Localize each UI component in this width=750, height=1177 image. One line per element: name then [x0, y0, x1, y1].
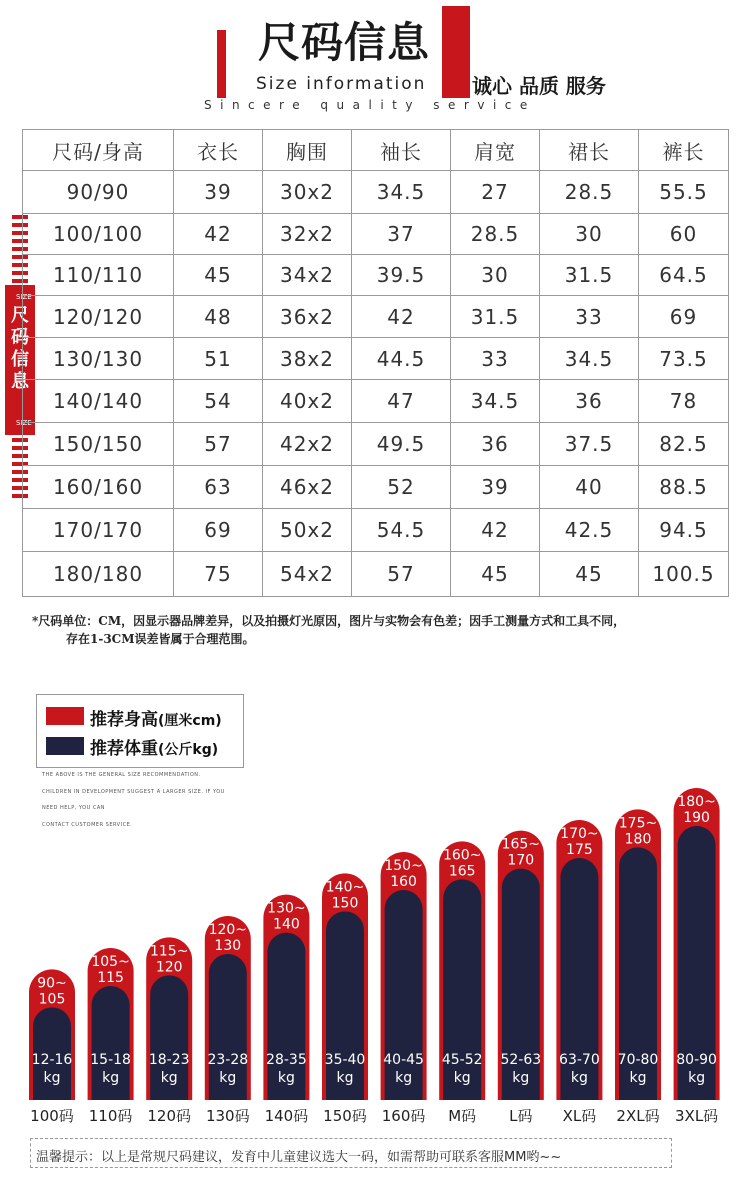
- side-tag-label: 尺码信息: [11, 305, 29, 392]
- legend-height-label: 推荐身高(厘米cm): [90, 710, 222, 730]
- size-table-cell: 82.5: [639, 423, 729, 466]
- size-table-cell: 30x2: [263, 171, 352, 214]
- header-accent-right: [442, 6, 470, 98]
- size-table-row: [23, 255, 729, 296]
- side-tag-en-top: SIZE: [16, 293, 32, 301]
- size-table-cell: 31.5: [451, 296, 540, 338]
- height-range-label: 130~ 140: [267, 900, 306, 933]
- header-accent-left: [217, 30, 226, 98]
- size-table-cell: 88.5: [639, 466, 729, 509]
- size-table-cell: 40x2: [263, 380, 352, 423]
- size-table-cell: 27: [451, 171, 540, 214]
- size-table-cell: 32x2: [263, 214, 352, 255]
- legend-weight-label: 推荐体重(公斤kg): [90, 739, 219, 759]
- size-table-cell: 45: [451, 552, 540, 597]
- side-tag-en-bottom: SIZE: [16, 419, 32, 427]
- weight-range-label: 80-90: [676, 1052, 717, 1068]
- size-table-cell: 90/90: [23, 171, 174, 214]
- size-table-cell: 42.5: [540, 509, 639, 552]
- size-table-cell: 34.5: [540, 338, 639, 380]
- legend-height-swatch: [46, 707, 84, 725]
- weight-range-label: 40-45: [383, 1052, 424, 1068]
- size-table-cell: 100/100: [23, 214, 174, 255]
- weight-range-label: 23-28: [207, 1052, 249, 1068]
- size-table-cell: 34.5: [451, 380, 540, 423]
- tagline: Sincere quality service: [204, 98, 536, 112]
- size-table-cell: 38x2: [263, 338, 352, 380]
- size-table-cell: 37.5: [540, 423, 639, 466]
- size-table-cell: 33: [540, 296, 639, 338]
- weight-unit-label: kg: [629, 1070, 647, 1086]
- size-table-cell: 54x2: [263, 552, 352, 597]
- size-table-header-cell: 裙长: [540, 130, 639, 171]
- size-table-cell: 57: [174, 423, 263, 466]
- size-table-cell: 63: [174, 466, 263, 509]
- size-table-cell: 50x2: [263, 509, 352, 552]
- height-range-label: 170~ 175: [560, 826, 599, 858]
- size-table-cell: 47: [352, 380, 451, 423]
- slogan: 诚心 品质 服务: [472, 74, 606, 98]
- size-table-cell: 51: [174, 338, 263, 380]
- size-table-row: [23, 296, 729, 338]
- size-category-label: 150码: [323, 1107, 367, 1125]
- size-table-cell: 150/150: [23, 423, 174, 466]
- size-table-cell: 48: [174, 296, 263, 338]
- size-table: [22, 129, 729, 597]
- size-table-cell: 110/110: [23, 255, 174, 296]
- size-table-row: [23, 509, 729, 552]
- size-category-label: 140码: [264, 1107, 309, 1125]
- height-range-label: 105~ 115: [91, 954, 130, 986]
- size-table-cell: 75: [174, 552, 263, 597]
- size-table-cell: 39: [174, 171, 263, 214]
- weight-range-label: 35-40: [324, 1052, 366, 1068]
- size-table-cell: 52: [352, 466, 451, 509]
- size-category-label: XL码: [562, 1107, 597, 1125]
- size-table-cell: 42: [451, 509, 540, 552]
- size-table-header-cell: 胸围: [263, 130, 352, 171]
- height-range-label: 90~ 105: [37, 975, 67, 1008]
- weight-range-label: 12-16: [31, 1052, 73, 1068]
- size-table-header-cell: 裤长: [639, 130, 729, 171]
- weight-unit-label: kg: [336, 1070, 354, 1086]
- size-table-header-cell: 尺码/身高: [23, 130, 174, 171]
- size-table-cell: 31.5: [540, 255, 639, 296]
- size-table-cell: 60: [639, 214, 729, 255]
- weight-unit-label: kg: [160, 1070, 178, 1086]
- size-table-cell: 120/120: [23, 296, 174, 338]
- size-table-row: [23, 423, 729, 466]
- size-table-cell: 64.5: [639, 255, 729, 296]
- size-category-label: 2XL码: [616, 1107, 660, 1125]
- weight-unit-label: kg: [688, 1070, 706, 1086]
- size-table-cell: 36x2: [263, 296, 352, 338]
- size-table-cell: 57: [352, 552, 451, 597]
- size-table-cell: 36: [451, 423, 540, 466]
- size-table-cell: 34x2: [263, 255, 352, 296]
- size-table-cell: 36: [540, 380, 639, 423]
- size-note-line1: *尺码单位：CM，因显示器品牌差异，以及拍摄灯光原因，图片与实物会有色差；因手工测量方式和工具不同，: [32, 614, 626, 628]
- size-table-cell: 49.5: [352, 423, 451, 466]
- legend-note-4: CONTACT CUSTOMER SERVICE.: [42, 822, 133, 828]
- height-range-label: 165~ 170: [501, 836, 541, 869]
- size-table-cell: 78: [639, 380, 729, 423]
- weight-unit-label: kg: [512, 1070, 530, 1086]
- size-note-line2: 存在1-3CM误差皆属于合理范围。: [66, 632, 255, 646]
- size-table-cell: 34.5: [352, 171, 451, 214]
- height-range-label: 150~ 160: [384, 858, 423, 890]
- size-table-cell: 28.5: [451, 214, 540, 255]
- height-range-label: 175~ 180: [618, 815, 658, 848]
- size-table-header-cell: 肩宽: [451, 130, 540, 171]
- weight-range-label: 63-70: [559, 1052, 600, 1068]
- size-table-cell: 94.5: [639, 509, 729, 552]
- page-subtitle: Size information: [256, 74, 427, 94]
- weight-unit-label: kg: [277, 1070, 295, 1086]
- weight-unit-label: kg: [395, 1070, 413, 1086]
- size-table-cell: 55.5: [639, 171, 729, 214]
- legend-note-1: THE ABOVE IS THE GENERAL SIZE RECOMMENDATION.: [42, 772, 201, 778]
- size-table-cell: 54.5: [352, 509, 451, 552]
- size-table-cell: 100.5: [639, 552, 729, 597]
- size-table-cell: 39.5: [352, 255, 451, 296]
- weight-bar: [385, 890, 423, 1100]
- weight-unit-label: kg: [570, 1070, 588, 1086]
- size-table-cell: 33: [451, 338, 540, 380]
- size-table-row: [23, 380, 729, 423]
- size-table-header: [23, 130, 729, 171]
- size-table-cell: 44.5: [352, 338, 451, 380]
- size-table-cell: 30: [451, 255, 540, 296]
- size-table-cell: 42: [174, 214, 263, 255]
- size-table-cell: 45: [540, 552, 639, 597]
- size-table-row: [23, 338, 729, 380]
- size-table-cell: 37: [352, 214, 451, 255]
- size-category-label: 130码: [205, 1107, 250, 1125]
- size-table-cell: 69: [174, 509, 263, 552]
- weight-range-label: 70-80: [617, 1052, 659, 1068]
- height-range-label: 180~ 190: [677, 794, 716, 826]
- size-table-row: [23, 466, 729, 509]
- legend-note-2: CHILDREN IN DEVELOPMENT SUGGEST A LARGER SIZE. IF YOU: [42, 789, 225, 795]
- size-recommendation-chart: [0, 770, 750, 1130]
- weight-unit-label: kg: [219, 1070, 237, 1086]
- weight-range-label: 28-35: [266, 1052, 307, 1068]
- size-table-row: [23, 552, 729, 597]
- height-range-label: 120~ 130: [208, 922, 248, 954]
- size-table-cell: 42: [352, 296, 451, 338]
- size-table-cell: 28.5: [540, 171, 639, 214]
- height-range-label: 160~ 165: [442, 847, 482, 880]
- weight-range-label: 45-52: [441, 1052, 483, 1068]
- size-category-label: L码: [509, 1107, 533, 1125]
- size-category-label: 110码: [88, 1107, 133, 1125]
- weight-unit-label: kg: [43, 1070, 61, 1086]
- size-table-header-cell: 袖长: [352, 130, 451, 171]
- size-category-label: 120码: [147, 1107, 192, 1125]
- legend-note-3: NEED HELP, YOU CAN: [42, 805, 106, 811]
- size-table-cell: 46x2: [263, 466, 352, 509]
- size-category-label: M码: [448, 1107, 477, 1125]
- size-table-cell: 42x2: [263, 423, 352, 466]
- height-range-label: 140~ 150: [325, 879, 365, 912]
- legend-weight-swatch: [46, 737, 84, 755]
- size-table-header-cell: 衣长: [174, 130, 263, 171]
- size-table-row: [23, 171, 729, 214]
- size-category-label: 100码: [30, 1107, 74, 1125]
- page-title: 尺码信息: [258, 18, 431, 67]
- size-table-cell: 180/180: [23, 552, 174, 597]
- weight-range-label: 52-63: [500, 1052, 542, 1068]
- size-table-cell: 45: [174, 255, 263, 296]
- size-table-cell: 170/170: [23, 509, 174, 552]
- weight-unit-label: kg: [102, 1070, 120, 1086]
- weight-range-label: 18-23: [148, 1052, 190, 1068]
- size-category-label: 160码: [381, 1107, 426, 1125]
- size-table-cell: 69: [639, 296, 729, 338]
- size-table-cell: 140/140: [23, 380, 174, 423]
- size-table-cell: 30: [540, 214, 639, 255]
- height-range-label: 115~ 120: [149, 943, 189, 976]
- weight-unit-label: kg: [453, 1070, 471, 1086]
- size-table-cell: 54: [174, 380, 263, 423]
- size-table-row: [23, 214, 729, 255]
- tip-text: 温馨提示：以上是常规尺码建议，发育中儿童建议选大一码，如需帮助可联系客服MM哟~~: [36, 1150, 562, 1165]
- size-table-cell: 130/130: [23, 338, 174, 380]
- size-table-cell: 73.5: [639, 338, 729, 380]
- size-category-label: 3XL码: [675, 1107, 719, 1125]
- size-table-cell: 39: [451, 466, 540, 509]
- size-table-cell: 160/160: [23, 466, 174, 509]
- size-table-cell: 40: [540, 466, 639, 509]
- weight-range-label: 15-18: [90, 1052, 131, 1068]
